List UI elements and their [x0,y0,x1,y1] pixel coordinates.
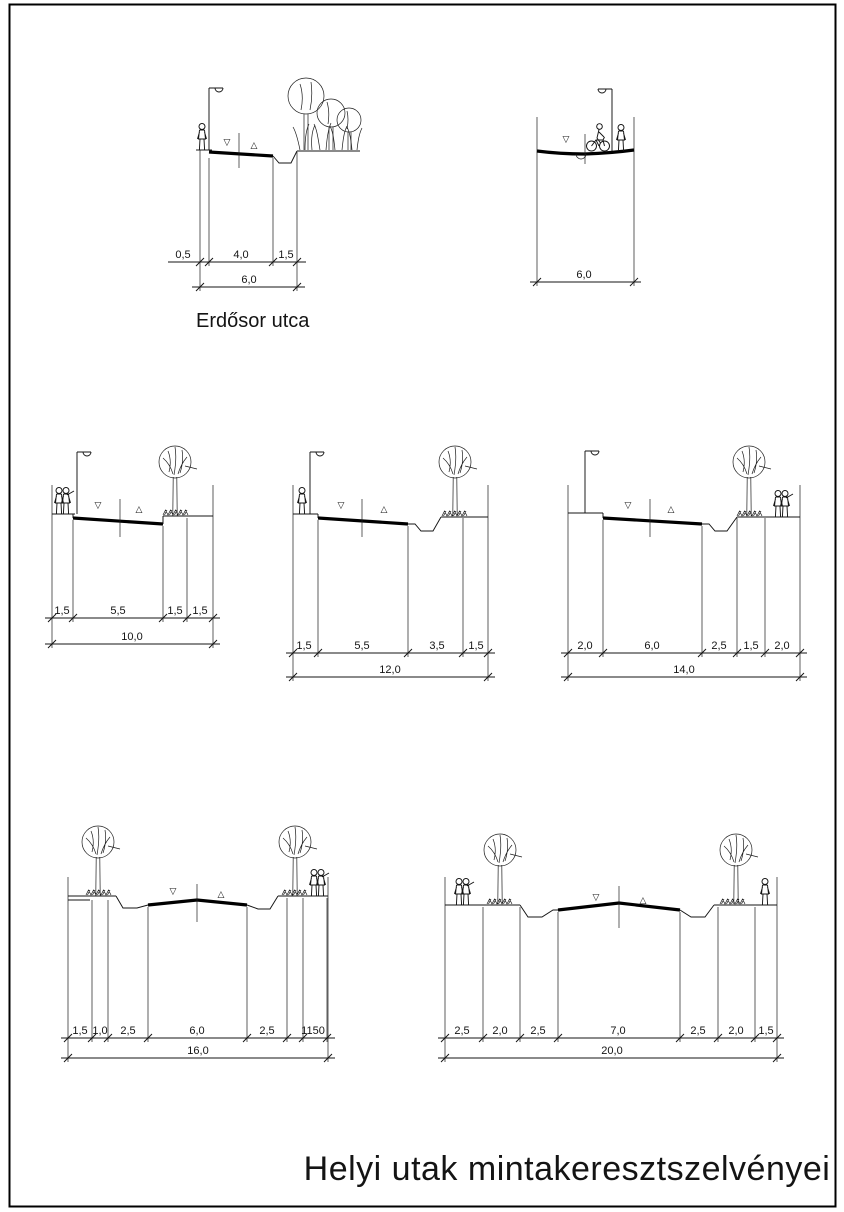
dim-label-total: 6,0 [241,274,257,286]
slope-marker-up: △ [250,141,258,151]
dim-label: 2,5 [454,1025,470,1037]
tree [733,446,771,516]
tree [439,446,477,516]
dim-label: 2,0 [577,640,593,652]
dim-label: 2,0 [492,1025,508,1037]
dim-label: 1,5 [743,640,759,652]
dim-label: 2,5 [711,640,727,652]
slope-marker-up: △ [135,505,143,515]
section-12m [286,446,495,681]
grass-hatch [720,899,745,904]
slope-marker-up: △ [380,505,388,515]
section-erdosor-utca [168,78,362,332]
dim-label-total: 16,0 [187,1045,209,1057]
ground-line [52,514,75,518]
dim-label: 5,5 [354,640,370,652]
street-lamp-icon [310,452,324,514]
ditch-profile [408,517,441,531]
road-surface [603,518,702,524]
dim-label: 1,5 [758,1025,774,1037]
section-14m [561,446,807,681]
dim-label: 2,5 [120,1025,136,1037]
dim-label: 2,5 [530,1025,546,1037]
slope-marker-up: △ [667,505,675,515]
slope-marker-down: ▽ [337,501,345,511]
boundary-lines [52,485,213,648]
road-surface [148,900,247,905]
dim-label-total: 12,0 [379,664,401,676]
ground-line [568,513,603,518]
pedestrian-couple-figure [55,488,75,515]
street-name-label: Erdősor utca [196,310,310,332]
slope-marker-down: ▽ [94,501,102,511]
section-6m [530,89,641,286]
section-16m [61,826,335,1062]
cyclist-figure [587,124,610,151]
grass-hatch [86,890,111,895]
witness-lines [318,518,463,657]
dim-label: 1150 [301,1025,325,1037]
section-10m [45,446,220,648]
dim-label: 6,0 [189,1025,205,1037]
dim-label-total: 20,0 [601,1045,623,1057]
ground-line [293,514,318,518]
grass-hatch [442,511,467,516]
boundary-lines [537,117,634,286]
dim-label: 1,5 [167,605,183,617]
dim-label: 2,0 [774,640,790,652]
grass-hatch [737,511,762,516]
ditch-profile [680,905,714,917]
pedestrian-couple-figure [310,870,330,897]
dim-label-total: 14,0 [673,664,695,676]
boundary-lines [293,485,488,681]
pedestrian-figure [761,879,770,906]
pedestrian-couple-figure [774,491,794,518]
slope-marker-down: ▽ [223,138,231,148]
dim-label: 2,5 [259,1025,275,1037]
dim-label: 5,5 [110,605,126,617]
grass-hatch [487,899,512,904]
witness-lines [92,898,327,1042]
dim-label: 1,5 [278,249,294,261]
dim-label: 1,5 [296,640,312,652]
sidewalk-lines [68,896,116,900]
ground-line [163,516,213,524]
tree [484,834,522,904]
slope-marker-down: ▽ [592,893,600,903]
ditch-profile [247,896,278,909]
slope-marker-down: ▽ [562,135,570,145]
street-lamp-icon [585,451,599,513]
tree-cluster [288,78,362,150]
street-lamp-icon [209,88,223,150]
dim-label: 0,5 [175,249,191,261]
road-surface [209,152,273,156]
road-surface [318,518,408,524]
pedestrian-figure [198,124,207,151]
dim-label: 7,0 [610,1025,626,1037]
dim-label: 1,5 [72,1025,88,1037]
grass-blades [293,123,362,150]
pedestrian-couple-figure [455,879,475,906]
dim-label: 2,0 [728,1025,744,1037]
witness-lines [200,150,297,291]
slope-marker-up: △ [639,896,647,906]
dim-label-total: 6,0 [576,269,592,281]
tree [159,446,197,516]
grass-hatch [163,510,188,515]
drawing-title: Helyi utak mintakeresztszelvényei [303,1150,831,1188]
slope-marker-down: ▽ [169,887,177,897]
tree [720,834,758,904]
dim-label: 4,0 [233,249,249,261]
pedestrian-figure [617,125,626,152]
witness-lines [603,518,765,657]
dim-label-total: 10,0 [121,631,143,643]
dim-label: 1,5 [468,640,484,652]
ditch-profile [116,896,148,908]
grass-hatch [282,890,307,895]
dim-label: 3,5 [429,640,445,652]
ditch-profile [702,517,737,531]
pedestrian-figure [298,488,307,515]
section-20m [438,834,784,1062]
tree [279,826,317,896]
dim-label: 6,0 [644,640,660,652]
dim-label: 1,0 [92,1025,108,1037]
street-lamp-icon [77,452,91,514]
tree [82,826,120,896]
slope-marker-up: △ [217,890,225,900]
ditch-profile [520,905,558,917]
road-surface [73,518,163,524]
road-surface [537,150,634,154]
ditch-profile [273,151,297,163]
dim-label: 2,5 [690,1025,706,1037]
slope-marker-down: ▽ [624,501,632,511]
dim-label: 1,5 [192,605,208,617]
dim-label: 1,5 [54,605,70,617]
